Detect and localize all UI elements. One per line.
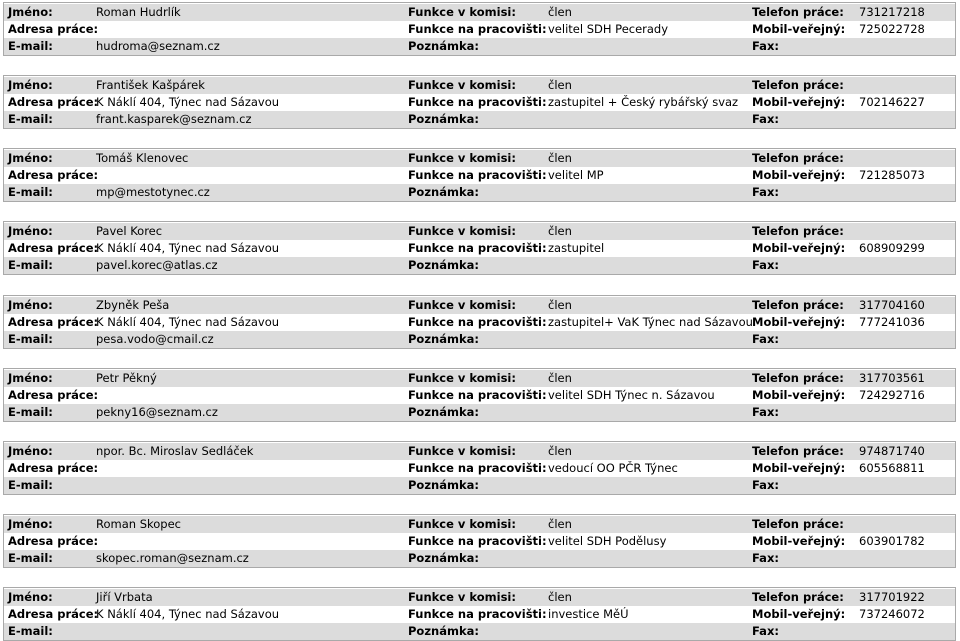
name-label: Jméno:: [8, 224, 53, 239]
name-value: František Kašpárek: [96, 78, 205, 93]
contact-card: [3, 514, 956, 568]
fax-label: Fax:: [752, 477, 779, 492]
work-role-label: Funkce na pracovišti:: [408, 241, 547, 256]
address-label: Adresa práce:: [8, 387, 99, 402]
committee-role-label: Funkce v komisi:: [408, 516, 516, 531]
committee-role-label: Funkce v komisi:: [408, 224, 516, 239]
work-role-value: zastupitel+ VaK Týnec nad Sázavou: [548, 314, 753, 329]
contact-row: [4, 223, 955, 240]
address-value: K Náklí 404, Týnec nad Sázavou: [96, 95, 280, 110]
committee-role-label: Funkce v komisi:: [408, 443, 516, 458]
contact-row: [4, 314, 955, 331]
committee-role-value: člen: [548, 590, 572, 604]
name-value: npor. Bc. Miroslav Sedláček: [96, 443, 254, 458]
address-label: Adresa práce:: [8, 533, 99, 548]
committee-role-label: Funkce v komisi:: [408, 5, 516, 19]
address-label: Adresa práce:: [8, 95, 99, 110]
email-value[interactable]: pekny16@seznam.cz: [96, 404, 218, 419]
fax-label: Fax:: [752, 39, 779, 53]
committee-role-value: člen: [548, 297, 572, 312]
email-value[interactable]: skopec.roman@seznam.cz: [96, 550, 249, 565]
work-role-label: Funkce na pracovišti:: [408, 314, 547, 329]
contact-row: [4, 550, 955, 567]
work-role-label: Funkce na pracovišti:: [408, 22, 547, 36]
name-value: Petr Pěkný: [96, 370, 157, 385]
email-label: E-mail:: [8, 185, 53, 200]
name-label: Jméno:: [8, 5, 53, 19]
note-label: Poznámka:: [408, 112, 479, 127]
email-label: E-mail:: [8, 624, 53, 638]
name-label: Jméno:: [8, 297, 53, 312]
name-label: Jméno:: [8, 78, 53, 93]
work-role-value: velitel MP: [548, 168, 604, 183]
mobile-label: Mobil-veřejný:: [752, 387, 846, 402]
contact-row: [4, 4, 955, 21]
contact-row: [4, 77, 955, 94]
work-role-value: zastupitel + Český rybářský svaz: [548, 95, 739, 110]
email-label: E-mail:: [8, 258, 53, 273]
mobile-value: 721285073: [859, 168, 925, 183]
contact-row: [4, 370, 955, 387]
email-value[interactable]: pesa.vodo@cmail.cz: [96, 331, 214, 346]
contact-row: [4, 589, 955, 606]
mobile-value: 608909299: [859, 241, 925, 256]
work-role-label: Funkce na pracovišti:: [408, 607, 547, 621]
address-label: Adresa práce:: [8, 460, 99, 475]
work-role-label: Funkce na pracovišti:: [408, 168, 547, 183]
note-label: Poznámka:: [408, 331, 479, 346]
committee-role-value: člen: [548, 151, 572, 166]
fax-label: Fax:: [752, 404, 779, 419]
address-value: K Náklí 404, Týnec nad Sázavou: [96, 607, 280, 621]
name-label: Jméno:: [8, 590, 53, 604]
name-value: Roman Skopec: [96, 516, 181, 531]
work-phone-label: Telefon práce:: [752, 78, 844, 93]
mobile-label: Mobil-veřejný:: [752, 22, 846, 36]
contact-row: [4, 21, 955, 38]
work-phone-label: Telefon práce:: [752, 443, 844, 458]
mobile-value: 724292716: [859, 387, 925, 402]
mobile-value: 702146227: [859, 95, 925, 110]
note-label: Poznámka:: [408, 550, 479, 565]
name-value: Zbyněk Peša: [96, 297, 170, 312]
contact-row: [4, 533, 955, 550]
mobile-label: Mobil-veřejný:: [752, 460, 846, 475]
email-label: E-mail:: [8, 39, 53, 53]
work-role-value: velitel SDH Týnec n. Sázavou: [548, 387, 715, 402]
work-phone-label: Telefon práce:: [752, 297, 844, 312]
work-role-value: vedoucí OO PČR Týnec: [548, 460, 678, 475]
contact-row: [4, 94, 955, 111]
note-label: Poznámka:: [408, 258, 479, 273]
work-phone-value: 974871740: [859, 443, 925, 458]
work-phone-value: 317704160: [859, 297, 925, 312]
contact-row: [4, 38, 955, 55]
committee-role-label: Funkce v komisi:: [408, 297, 516, 312]
email-value[interactable]: frant.kasparek@seznam.cz: [96, 112, 252, 127]
work-phone-value: 317703561: [859, 370, 925, 385]
address-label: Adresa práce:: [8, 241, 99, 256]
fax-label: Fax:: [752, 258, 779, 273]
contact-row: [4, 240, 955, 257]
address-label: Adresa práce:: [8, 607, 99, 621]
address-label: Adresa práce:: [8, 22, 99, 36]
mobile-label: Mobil-veřejný:: [752, 533, 846, 548]
contact-row: [4, 606, 955, 623]
fax-label: Fax:: [752, 624, 779, 638]
mobile-label: Mobil-veřejný:: [752, 314, 846, 329]
note-label: Poznámka:: [408, 624, 479, 638]
committee-role-label: Funkce v komisi:: [408, 590, 516, 604]
mobile-label: Mobil-veřejný:: [752, 607, 846, 621]
note-label: Poznámka:: [408, 185, 479, 200]
committee-role-value: člen: [548, 516, 572, 531]
contact-row: [4, 331, 955, 348]
committee-role-value: člen: [548, 443, 572, 458]
work-phone-label: Telefon práce:: [752, 590, 844, 604]
email-label: E-mail:: [8, 477, 53, 492]
address-value: K Náklí 404, Týnec nad Sázavou: [96, 314, 280, 329]
mobile-label: Mobil-veřejný:: [752, 168, 846, 183]
contact-card: [3, 441, 956, 495]
mobile-value: 605568811: [859, 460, 925, 475]
work-phone-label: Telefon práce:: [752, 5, 844, 19]
address-label: Adresa práce:: [8, 314, 99, 329]
email-label: E-mail:: [8, 404, 53, 419]
work-role-value: velitel SDH Podělusy: [548, 533, 667, 548]
committee-role-label: Funkce v komisi:: [408, 78, 516, 93]
work-role-label: Funkce na pracovišti:: [408, 387, 547, 402]
contact-card: [3, 587, 956, 641]
email-value[interactable]: hudroma@seznam.cz: [96, 39, 220, 53]
fax-label: Fax:: [752, 331, 779, 346]
committee-role-value: člen: [548, 370, 572, 385]
contact-row: [4, 167, 955, 184]
name-value: Tomáš Klenovec: [96, 151, 189, 166]
fax-label: Fax:: [752, 185, 779, 200]
contact-row: [4, 297, 955, 314]
contact-card: [3, 75, 956, 129]
work-phone-label: Telefon práce:: [752, 516, 844, 531]
name-value: Roman Hudrlík: [96, 5, 181, 19]
address-label: Adresa práce:: [8, 168, 99, 183]
note-label: Poznámka:: [408, 404, 479, 419]
contact-row: [4, 184, 955, 201]
contact-card: [3, 295, 956, 349]
name-value: Jiří Vrbata: [96, 590, 153, 604]
work-role-value: investice MěÚ: [548, 607, 629, 621]
address-value: K Náklí 404, Týnec nad Sázavou: [96, 241, 280, 256]
work-phone-value: 731217218: [859, 5, 925, 19]
work-role-label: Funkce na pracovišti:: [408, 95, 547, 110]
work-phone-label: Telefon práce:: [752, 370, 844, 385]
contact-card: [3, 368, 956, 422]
mobile-value: 603901782: [859, 533, 925, 548]
contact-card: [3, 2, 956, 56]
contact-row: [4, 111, 955, 128]
email-label: E-mail:: [8, 112, 53, 127]
contact-row: [4, 443, 955, 460]
mobile-value: 777241036: [859, 314, 925, 329]
contact-row: [4, 150, 955, 167]
mobile-label: Mobil-veřejný:: [752, 241, 846, 256]
contact-row: [4, 257, 955, 274]
note-label: Poznámka:: [408, 477, 479, 492]
work-phone-label: Telefon práce:: [752, 224, 844, 239]
mobile-value: 725022728: [859, 22, 925, 36]
email-value[interactable]: mp@mestotynec.cz: [96, 185, 210, 200]
work-role-label: Funkce na pracovišti:: [408, 533, 547, 548]
contact-row: [4, 516, 955, 533]
work-role-value: zastupitel: [548, 241, 605, 256]
work-role-label: Funkce na pracovišti:: [408, 460, 547, 475]
contact-card: [3, 221, 956, 275]
contact-row: [4, 477, 955, 494]
contact-row: [4, 387, 955, 404]
name-label: Jméno:: [8, 151, 53, 166]
mobile-label: Mobil-veřejný:: [752, 95, 846, 110]
contact-card: [3, 148, 956, 202]
committee-role-value: člen: [548, 78, 572, 93]
work-phone-label: Telefon práce:: [752, 151, 844, 166]
note-label: Poznámka:: [408, 39, 479, 53]
name-value: Pavel Korec: [96, 224, 163, 239]
email-label: E-mail:: [8, 550, 53, 565]
committee-role-value: člen: [548, 224, 572, 239]
committee-role-label: Funkce v komisi:: [408, 370, 516, 385]
fax-label: Fax:: [752, 112, 779, 127]
contact-row: [4, 623, 955, 640]
work-role-value: velitel SDH Pecerady: [548, 22, 669, 36]
email-value[interactable]: pavel.korec@atlas.cz: [96, 258, 218, 273]
contact-row: [4, 404, 955, 421]
name-label: Jméno:: [8, 370, 53, 385]
name-label: Jméno:: [8, 443, 53, 458]
email-label: E-mail:: [8, 331, 53, 346]
mobile-value: 737246072: [859, 607, 925, 621]
contact-row: [4, 460, 955, 477]
work-phone-value: 317701922: [859, 590, 925, 604]
committee-role-value: člen: [548, 5, 572, 19]
fax-label: Fax:: [752, 550, 779, 565]
committee-role-label: Funkce v komisi:: [408, 151, 516, 166]
name-label: Jméno:: [8, 516, 53, 531]
